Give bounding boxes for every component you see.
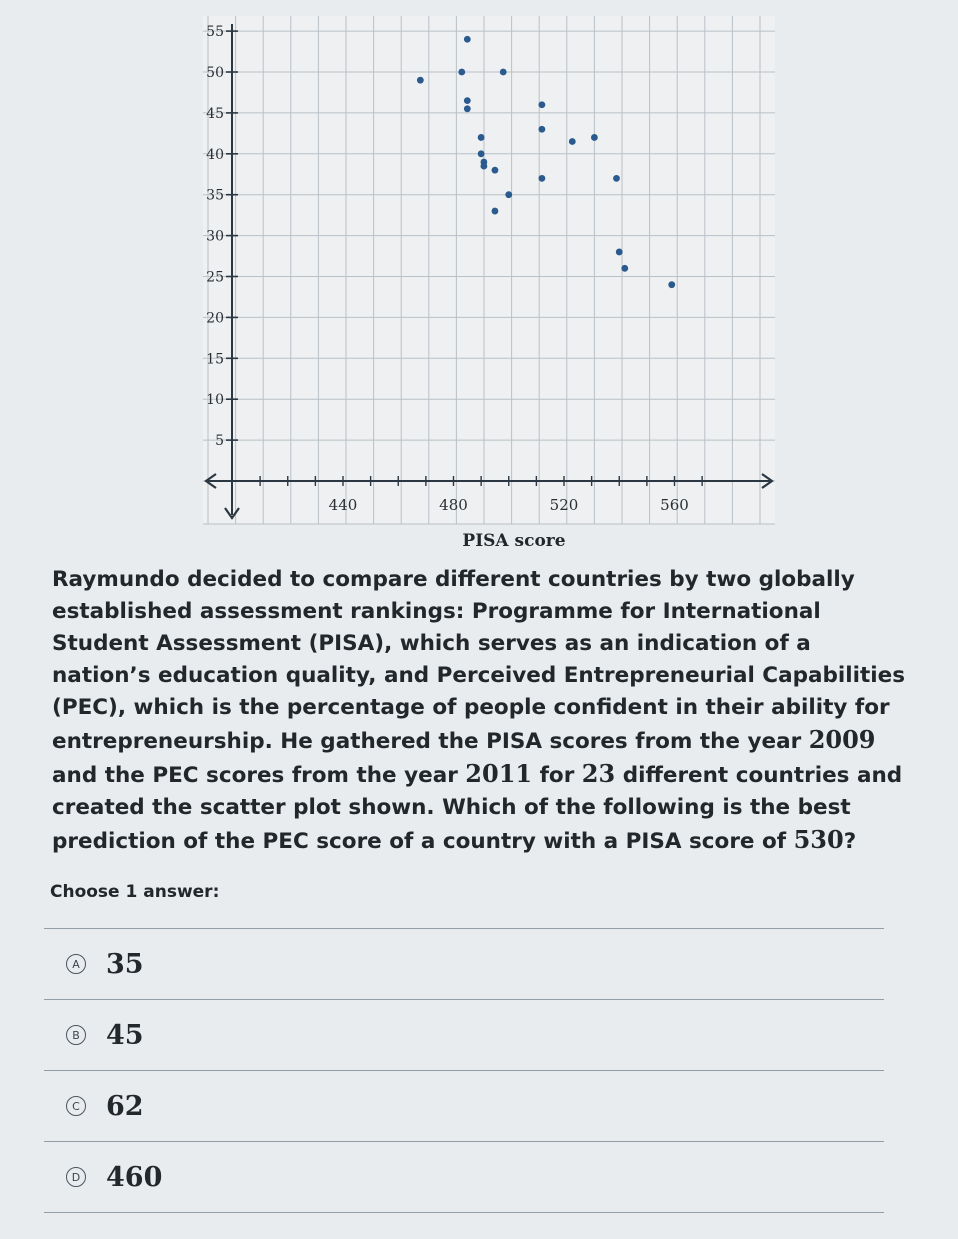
y-tick-label: 30 (206, 228, 224, 245)
answer-choice-d[interactable] (44, 1142, 884, 1212)
y-tick-label: 20 (206, 310, 224, 327)
data-point (668, 281, 675, 288)
plot-area (203, 16, 775, 524)
divider (44, 1141, 884, 1142)
divider (44, 999, 884, 1000)
choice-letter-c: C (66, 1096, 86, 1116)
x-axis-title: PISA score (462, 531, 566, 551)
data-point (616, 249, 623, 256)
data-point (492, 167, 499, 174)
y-tick-label: 55 (206, 24, 224, 41)
data-point (621, 265, 628, 272)
choice-letter-b: B (66, 1025, 86, 1045)
choice-letter-d: D (66, 1167, 86, 1187)
y-tick-label: 50 (206, 65, 224, 81)
choice-value-a: 35 (106, 948, 144, 980)
answer-choice-b[interactable] (44, 1000, 884, 1070)
y-tick-label: 15 (206, 351, 224, 368)
data-point (464, 105, 471, 112)
data-point (478, 150, 485, 157)
y-tick-label: 5 (215, 433, 224, 450)
data-point (539, 101, 546, 108)
data-point (539, 175, 546, 182)
x-tick-label: 560 (660, 496, 689, 514)
data-point (492, 208, 499, 215)
y-tick-label: 45 (206, 105, 224, 122)
divider (44, 928, 884, 929)
choice-value-c: 62 (106, 1090, 144, 1122)
divider (44, 1070, 884, 1071)
choice-value-b: 45 (106, 1019, 144, 1051)
data-point (569, 138, 576, 145)
data-point (458, 69, 465, 76)
data-point (464, 97, 471, 104)
data-point (464, 36, 471, 43)
data-point (613, 175, 620, 182)
choice-value-d: 460 (106, 1161, 163, 1193)
data-point (480, 163, 487, 170)
y-tick-label: 40 (206, 146, 224, 163)
data-point (505, 191, 512, 198)
data-point (591, 134, 598, 141)
x-tick-label: 480 (439, 496, 468, 514)
choice-letter-a: A (66, 954, 86, 974)
data-point (417, 77, 424, 84)
x-tick-label: 440 (328, 496, 358, 514)
divider (44, 1212, 884, 1213)
y-tick-label: 25 (206, 269, 224, 286)
y-tick-label: 35 (206, 187, 224, 204)
data-point (478, 134, 485, 141)
scatter-plot (0, 0, 958, 560)
answer-choice-c[interactable] (44, 1071, 884, 1141)
data-point (500, 69, 507, 76)
x-tick-label: 520 (549, 496, 579, 514)
answer-list (44, 928, 884, 1213)
question-text: Raymundo decided to compare different countries by two globally established assessment rankings: Programme for International Student Assessment (PISA), which serves as an indication of a nation’s education quality, and Perceived Entrepreneurial Capabilities (PEC), which is the percentage of people confident in their ability for entrepreneurship. He gathered the PISA scores from the year 2009 and the PEC scores from the year 2011 for 23 different countries and created the scatter plot shown. Which of the following is the best prediction of the PEC score of a country with a PISA score of 530? (52, 567, 906, 854)
data-point (539, 126, 546, 133)
y-tick-label: 10 (206, 392, 224, 409)
answer-choice-a[interactable] (44, 929, 884, 999)
choose-label: Choose 1 answer: (50, 882, 220, 902)
